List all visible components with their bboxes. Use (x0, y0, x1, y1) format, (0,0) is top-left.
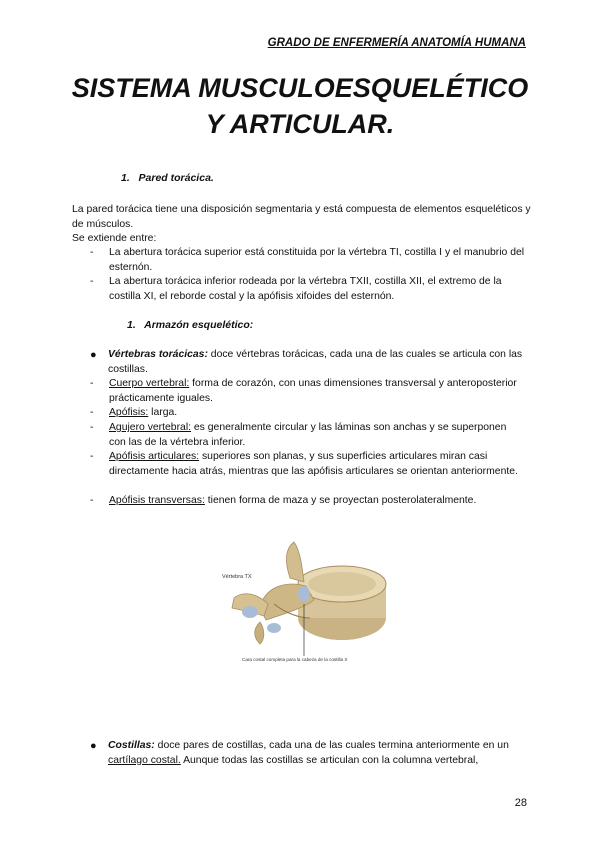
list-item-term: Apófisis articulares: (109, 451, 200, 462)
list-item (90, 494, 524, 509)
figure-label-bottom: Cara costal completa para la cabeza de la costilla X (242, 657, 348, 662)
dash-marker: - (90, 422, 94, 433)
list-item-text: superiores son planas, y sus superficies articulares miran casi directamente hacia atrás, mientras que las apófisis articulares se orientan anteriormente. (109, 451, 518, 477)
intro-paragraph: La pared torácica tiene una disposición segmentaria y está compuesta de elementos esqueléticos y de músculos. (72, 204, 531, 230)
bullet-text-2: Aunque todas las costillas se articulan con la columna vertebral, (180, 754, 479, 766)
section-heading-1 (121, 172, 214, 184)
list-item-text: La abertura torácica superior está constituida por la vértebra TI, costilla I y el manubrio del esternón. (109, 247, 525, 273)
dash-marker: - (90, 378, 94, 389)
subsection-number: 1. (127, 319, 136, 331)
dash-marker: - (90, 407, 94, 418)
list-item (90, 450, 524, 479)
subsection-heading (127, 319, 253, 331)
list-item-text: forma de corazón, con unas dimensiones transversal y anteroposterior prácticamente iguales. (109, 378, 517, 404)
dash-marker: - (90, 495, 94, 506)
bullet-costillas (72, 739, 524, 768)
bullet-term: Costillas: (108, 740, 155, 751)
list-item-text: es generalmente circular y las láminas son anchas y se superponen con las de la vértebra inferior. (109, 422, 507, 448)
bullet-vertebras (72, 348, 524, 377)
vertebra-illustration (214, 538, 394, 668)
list-item (90, 377, 524, 406)
costal-cartilage-term: cartílago costal. (108, 754, 181, 766)
extends-label: Se extiende entre: (72, 233, 157, 244)
bullet-text: doce vértebras torácicas, cada una de las cuales se articula con las costillas. (108, 349, 523, 375)
vertebral-body-centrum (308, 572, 376, 596)
list-item-text: larga. (148, 407, 178, 418)
bullet-icon: ● (90, 349, 97, 361)
dash-marker: - (90, 247, 94, 258)
list-item (90, 275, 530, 304)
subsection-title: Armazón esquelético: (144, 319, 254, 331)
dash-marker: - (90, 451, 94, 462)
document-header: GRADO DE ENFERMERÍA ANATOMÍA HUMANA (267, 37, 526, 49)
section-title: Pared torácica. (138, 172, 214, 184)
bullet-term: Vértebras torácicas: (108, 349, 208, 360)
list-item (90, 421, 524, 450)
list-item-term: Agujero vertebral: (109, 422, 192, 433)
page-number: 28 (514, 797, 527, 809)
list-item (90, 246, 530, 275)
list-item-term: Apófisis transversas: (109, 495, 205, 506)
bullet-icon: ● (90, 740, 97, 752)
page-title-line-1: SISTEMA MUSCULOESQUELÉTICO (71, 73, 529, 103)
list-item-text: La abertura torácica inferior rodeada por la vértebra TXII, costilla XII, el extremo de la costilla XI, el reborde costal y la apófisis xifoides del esternón. (109, 276, 502, 302)
list-item-text: tienen forma de maza y se proyectan posterolateralmente. (204, 495, 477, 506)
dash-marker: - (90, 276, 94, 287)
spinous-process (287, 542, 304, 582)
list-item-term: Cuerpo vertebral: (109, 378, 190, 389)
superior-costal-facet (298, 586, 310, 602)
bullet-text-1: doce pares de costillas, cada una de las cuales termina anteriormente en un (154, 740, 509, 751)
list-item (90, 406, 524, 421)
page-title (0, 70, 600, 142)
list-item-term: Apófisis: (109, 407, 149, 418)
inferior-articular-process (255, 622, 264, 644)
transverse-costal-facet (242, 606, 258, 618)
inferior-costal-facet (267, 623, 281, 633)
section-number: 1. (121, 172, 130, 184)
page-title-line-2: Y ARTICULAR. (205, 109, 395, 139)
figure-label-top: Vértebra TX (222, 574, 252, 580)
